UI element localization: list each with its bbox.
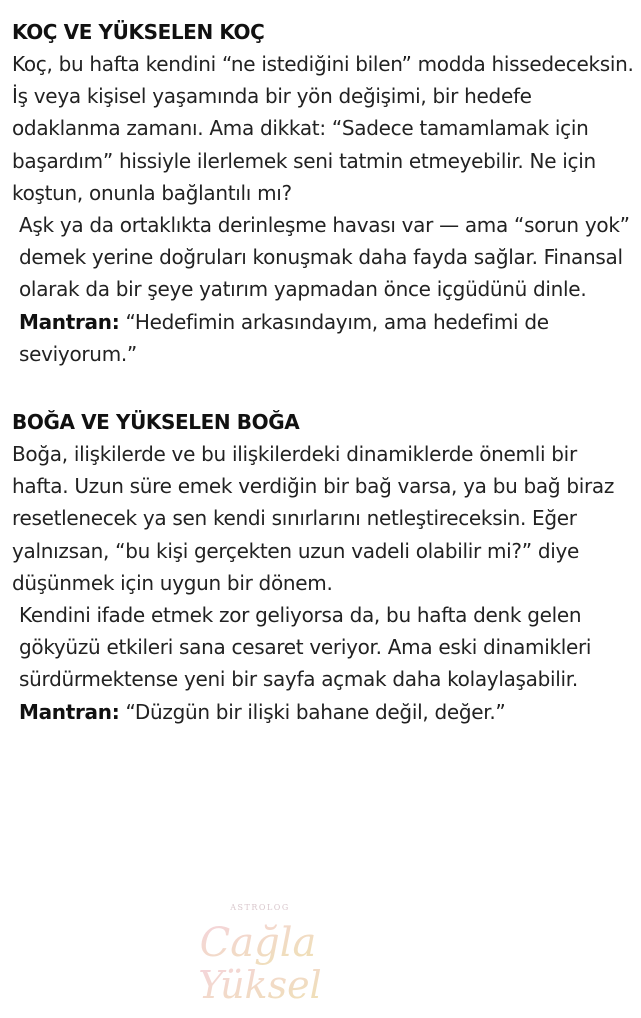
- section-paragraph: Aşk ya da ortaklıkta derinleşme havası var — ama “sorun yok” demek yerine doğruları konuşmak daha fayda sağlar. Finansal olarak da bir şeye yatırım yapmadan önce içgüdünü dinle.: [19, 213, 630, 302]
- watermark-top-text: ASTROLOG: [230, 903, 290, 912]
- section-title: KOÇ VE YÜKSELEN KOÇ: [12, 20, 265, 44]
- section-paragraph: Koç, bu hafta kendini “ne istediğini bilen” modda hissedeceksin. İş veya kişisel yaşamında bir yön değişimi, bir hedefe odaklanma zamanı. Ama dikkat: “Sadece tamamlamak için başardım” hissiyle ilerlemek seni tatmin etmeyebilir. Ne için koştun, onunla bağlantılı mı?: [12, 52, 634, 205]
- section-boga: [12, 406, 634, 728]
- section-koc: [12, 16, 634, 370]
- section-title: BOĞA VE YÜKSELEN BOĞA: [12, 410, 300, 435]
- watermark-line2: Yüksel: [198, 963, 322, 1007]
- section-paragraph: Kendini ifade etmek zor geliyorsa da, bu hafta denk gelen gökyüzü etkileri sana cesaret veriyor. Ama eski dinamikleri sürdürmektense yeni bir sayfa açmak daha kolaylaşabilir.: [19, 603, 592, 692]
- mantra-label: Mantran:: [19, 699, 120, 724]
- section-paragraph: Boğa, ilişkilerde ve bu ilişkilerdeki dinamiklerde önemli bir hafta. Uzun süre emek verdiğin bir bağ varsa, ya bu bağ biraz resetlenecek ya sen kendi sınırlarını netleştireceksin. Eğer yalnızsan, “bu kişi gerçekten uzun vadeli olabilir mi?” diye düşünmek için uygun bir dönem.: [12, 442, 615, 595]
- mantra-text: “Düzgün bir ilişki bahane değil, değer.”: [125, 699, 506, 724]
- watermark-line1: Cağla: [199, 920, 317, 966]
- astrologer-watermark-logo: [172, 898, 342, 1010]
- mantra-label: Mantran:: [19, 309, 120, 334]
- horoscope-document: [12, 16, 634, 728]
- mantra: [12, 306, 634, 370]
- mantra: [12, 696, 634, 728]
- mantra-text: “Hedefimin arkasındayım, ama hedefimi de seviyorum.”: [19, 309, 549, 366]
